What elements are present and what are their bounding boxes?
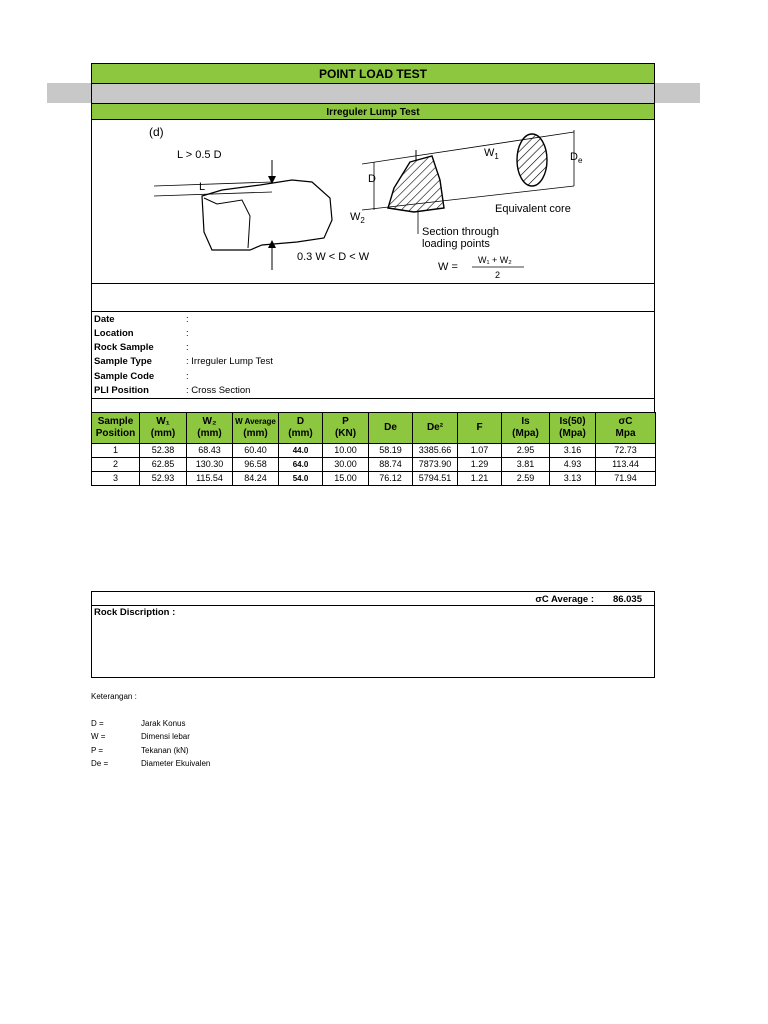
th-d [279, 413, 323, 444]
note-value: Dimensi lebar [141, 732, 190, 741]
rock-description-box [91, 605, 655, 678]
table-cell: 4.93 [550, 458, 596, 472]
table-cell: 3.16 [550, 444, 596, 458]
th-is50 [550, 413, 596, 444]
table-cell: 1.07 [458, 444, 502, 458]
table-cell: 113.44 [596, 458, 656, 472]
table-cell: 1.29 [458, 458, 502, 472]
table-cell: 71.94 [596, 472, 656, 486]
table-cell: 52.38 [140, 444, 187, 458]
formula-denominator: 2 [495, 270, 501, 280]
table-cell: 15.00 [323, 472, 369, 486]
table-cell: 54.0 [279, 472, 323, 486]
th-line1: σC [618, 416, 633, 427]
table-cell: 115.54 [187, 472, 233, 486]
table-cell: 1.21 [458, 472, 502, 486]
info-value: : [186, 314, 189, 325]
th-line1: D [296, 416, 305, 427]
table-cell: 2.95 [502, 444, 550, 458]
diagram-svg [92, 120, 654, 283]
label-section-2: loading points [422, 238, 490, 250]
th-line1: Is(50) [559, 416, 586, 427]
table-cell: 10.00 [323, 444, 369, 458]
th-w1 [140, 413, 187, 444]
th-line2: (Mpa) [559, 428, 586, 439]
condition-width: 0.3 W < D < W [297, 251, 370, 263]
table-header-row [92, 413, 656, 444]
note-key: De = [91, 759, 109, 768]
table-cell: 3.13 [550, 472, 596, 486]
info-key: Rock Sample [94, 342, 154, 353]
table-cell: 7873.90 [413, 458, 458, 472]
average-row [91, 591, 655, 606]
th-line1: De [384, 422, 397, 433]
th-line2: (mm) [243, 428, 268, 439]
th-line1: W₁ [156, 416, 170, 427]
table-cell: 62.85 [140, 458, 187, 472]
th-p [323, 413, 369, 444]
average-value: 86.035 [612, 594, 642, 605]
blank-row-2 [91, 398, 655, 413]
info-key: Sample Type [94, 356, 152, 367]
table-cell: 1 [92, 444, 140, 458]
th-line2: Mpa [615, 428, 636, 439]
blank-row [91, 283, 655, 312]
th-line2: (mm) [150, 428, 176, 439]
th-line1: De² [426, 422, 444, 433]
note-value: Diameter Ekuivalen [141, 759, 211, 768]
th-is [502, 413, 550, 444]
formula-numerator: W₁ + W₂ [478, 255, 512, 265]
info-key: Sample Code [94, 371, 155, 382]
rock-lump-outline [202, 180, 332, 250]
info-value: : Cross Section [186, 385, 251, 396]
table-cell: 44.0 [279, 444, 323, 458]
info-value: : [186, 371, 189, 382]
note-key: D = [91, 719, 104, 728]
note-value: Tekanan (kN) [141, 746, 189, 755]
table-cell: 3385.66 [413, 444, 458, 458]
table-cell: 60.40 [233, 444, 279, 458]
table-row [92, 444, 656, 458]
sample-info [91, 311, 655, 399]
table-cell: 2.59 [502, 472, 550, 486]
table-row [92, 472, 656, 486]
label-w2 [350, 211, 365, 225]
table-cell: 3 [92, 472, 140, 486]
info-value: : Irreguler Lump Test [186, 356, 273, 367]
panel-label: (d) [149, 125, 164, 139]
label-de [570, 151, 583, 165]
average-label: σC Average : [535, 594, 594, 605]
table-cell: 88.74 [369, 458, 413, 472]
test-diagram [91, 119, 655, 284]
label-de-main: D [570, 151, 578, 163]
condition-length: L > 0.5 D [177, 149, 222, 161]
table-cell: 72.73 [596, 444, 656, 458]
th-de2 [413, 413, 458, 444]
label-d: D [368, 173, 376, 185]
note-value: Jarak Konus [141, 719, 186, 728]
th-line2: (mm) [288, 428, 313, 439]
formula-lhs: W = [438, 261, 458, 273]
table-cell: 3.81 [502, 458, 550, 472]
label-l: L [199, 181, 206, 193]
th-line1: Is [521, 416, 530, 427]
notes-heading: Keterangan : [91, 692, 137, 701]
table-cell: 2 [92, 458, 140, 472]
note-key: P = [91, 746, 104, 755]
info-key: Date [94, 314, 115, 325]
th-line1: W₂ [202, 416, 217, 427]
th-line1: Sample [97, 416, 134, 427]
label-w2-sub: 2 [360, 216, 365, 225]
table-cell: 84.24 [233, 472, 279, 486]
label-de-sub: e [577, 156, 583, 165]
note-key: W = [91, 732, 106, 741]
label-equivalent-core: Equivalent core [495, 203, 571, 215]
th-line1: W Average [235, 417, 276, 426]
th-line1: F [476, 422, 483, 433]
info-value: : [186, 328, 189, 339]
rock-description-label: Rock Discription : [94, 607, 176, 618]
results-table [91, 412, 656, 486]
th-line2: (mm) [197, 428, 222, 439]
th-de [369, 413, 413, 444]
th-sample-position [92, 413, 140, 444]
table-cell: 96.58 [233, 458, 279, 472]
th-line2: (Mpa) [512, 428, 539, 439]
th-line2: (KN) [334, 428, 357, 439]
equivalent-core-section [517, 134, 547, 186]
info-value: : [186, 342, 189, 353]
table-body [92, 444, 656, 486]
table-cell: 5794.51 [413, 472, 458, 486]
th-w-average [233, 413, 279, 444]
table-cell: 64.0 [279, 458, 323, 472]
page-title: POINT LOAD TEST [91, 63, 655, 84]
table-cell: 58.19 [369, 444, 413, 458]
label-w2-main: W [350, 211, 361, 223]
label-w1-main: W [484, 147, 495, 159]
th-line1: P [342, 416, 349, 427]
label-w1-sub: 1 [494, 152, 499, 161]
th-sigma-c [596, 413, 656, 444]
table-cell: 130.30 [187, 458, 233, 472]
table-cell: 52.93 [140, 472, 187, 486]
info-key: Location [94, 328, 134, 339]
th-line2: Position [95, 428, 136, 439]
gray-band-inner [91, 84, 655, 103]
section-subtitle: Irreguler Lump Test [91, 103, 655, 120]
table-row [92, 458, 656, 472]
th-w2 [187, 413, 233, 444]
info-key: PLI Position [94, 385, 149, 396]
table-cell: 30.00 [323, 458, 369, 472]
table-cell: 76.12 [369, 472, 413, 486]
label-section-1: Section through [422, 226, 500, 238]
table-cell: 68.43 [187, 444, 233, 458]
label-w1 [484, 147, 499, 161]
section-hatched [388, 156, 444, 212]
rock-lump-face [204, 198, 250, 248]
th-f [458, 413, 502, 444]
